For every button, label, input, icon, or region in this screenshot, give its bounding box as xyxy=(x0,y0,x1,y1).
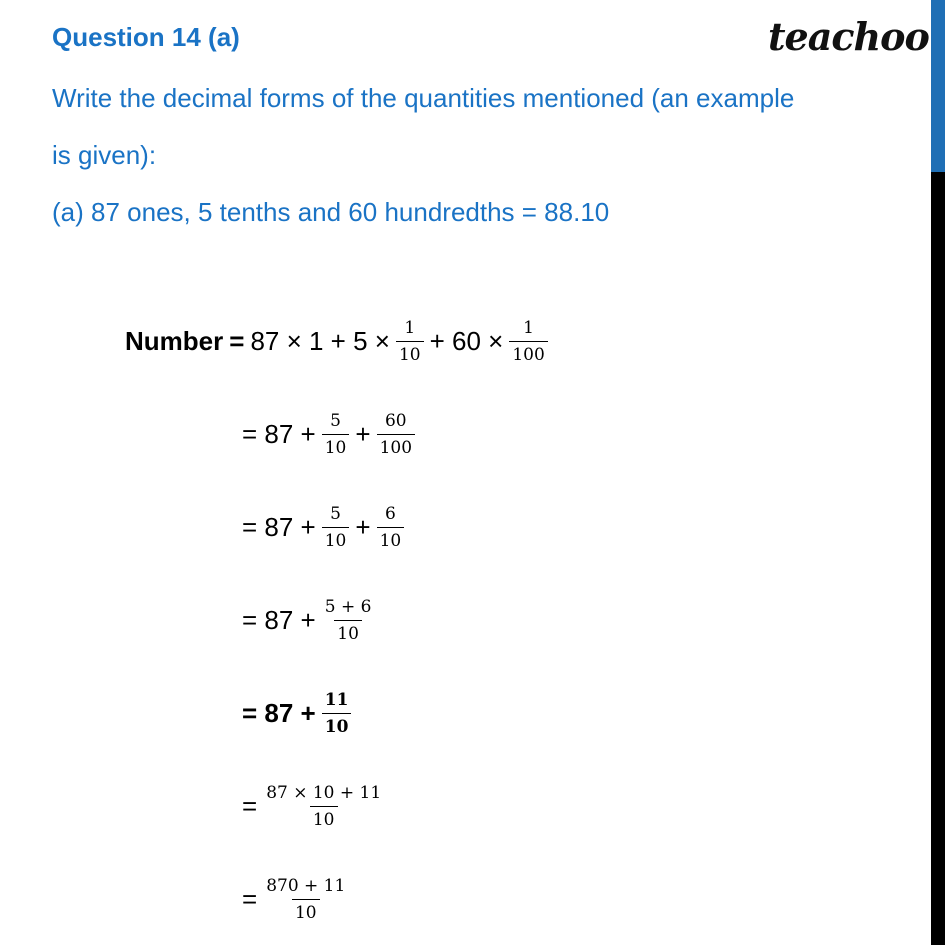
denominator: 10 xyxy=(377,527,405,551)
expression-part: = 87 + xyxy=(242,605,316,635)
numerator: 5 + 6 xyxy=(324,597,372,617)
expression-part: = xyxy=(242,884,258,914)
denominator: 100 xyxy=(377,434,415,458)
numerator: 5 xyxy=(330,411,341,431)
question-text-line-2: is given): xyxy=(52,140,157,170)
denominator: 10 xyxy=(322,434,350,458)
denominator: 10 xyxy=(292,899,320,923)
expression-part: + xyxy=(355,512,371,542)
fraction xyxy=(322,597,375,644)
denominator: 10 xyxy=(322,527,350,551)
solution-line-4 xyxy=(242,597,380,644)
question-text-line-1: Write the decimal forms of the quantities mentioned (an example xyxy=(52,83,795,113)
numerator: 87 × 10 + 11 xyxy=(266,783,382,803)
expression-part: 87 × 1 + 5 × xyxy=(250,326,390,356)
numerator: 11 xyxy=(324,690,349,710)
fraction xyxy=(377,411,415,458)
fraction xyxy=(263,783,384,830)
number-label: Number xyxy=(125,326,224,356)
numerator: 60 xyxy=(384,411,407,431)
fraction xyxy=(377,504,405,551)
solution-line-1 xyxy=(125,318,554,365)
expression-part: = 87 + xyxy=(242,512,316,542)
solution-line-3 xyxy=(242,504,410,551)
numerator: 1 xyxy=(523,318,534,338)
expression-part: = 87 + xyxy=(242,419,316,449)
question-text-line-3: (a) 87 ones, 5 tenths and 60 hundredths = 88.10 xyxy=(52,197,610,227)
expression-part: = 87 + xyxy=(242,698,316,728)
denominator: 10 xyxy=(310,806,338,830)
question-title: Question 14 (a) xyxy=(52,22,240,52)
expression-part: = xyxy=(242,791,258,821)
denominator: 100 xyxy=(509,341,547,365)
solution-line-7 xyxy=(242,876,354,923)
fraction xyxy=(322,504,350,551)
fraction xyxy=(263,876,348,923)
numerator: 1 xyxy=(404,318,416,338)
solution-line-5 xyxy=(242,690,357,737)
denominator: 10 xyxy=(322,713,352,737)
denominator: 10 xyxy=(334,620,362,644)
solution-line-6 xyxy=(242,783,390,830)
fraction xyxy=(322,411,350,458)
denominator: 10 xyxy=(396,341,424,365)
numerator: 870 + 11 xyxy=(266,876,346,896)
expression-part: + xyxy=(355,419,371,449)
fraction xyxy=(322,690,352,737)
teachoo-logo: teachoo xyxy=(768,14,929,59)
right-edge-accent xyxy=(931,0,945,172)
equals-sign: = xyxy=(229,326,245,356)
fraction xyxy=(509,318,547,365)
expression-part: + 60 × xyxy=(429,326,504,356)
numerator: 5 xyxy=(330,504,341,524)
numerator: 6 xyxy=(384,504,396,524)
solution-line-2 xyxy=(242,411,421,458)
fraction xyxy=(396,318,424,365)
